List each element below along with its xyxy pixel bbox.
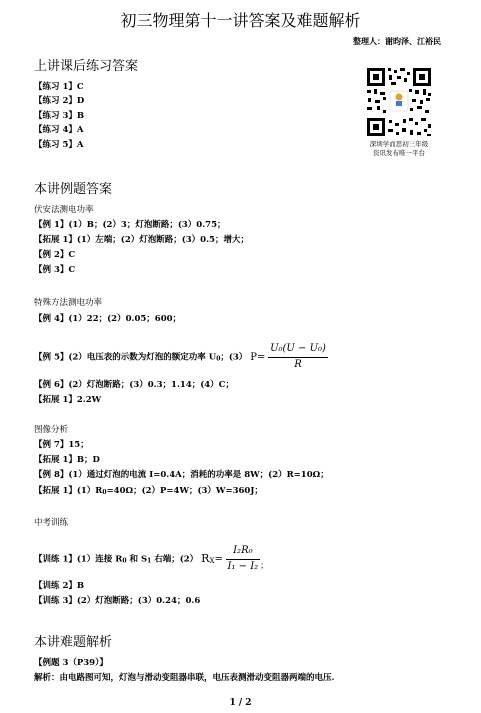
subscript: 0 [102, 489, 107, 496]
example-answer: 【例 2】C [34, 250, 76, 260]
analysis-paragraph [34, 671, 334, 686]
example-answer: 【拓展 1】B；D [34, 455, 100, 465]
formula-fraction [226, 544, 261, 574]
example-answer: 【例 4】(1）22；(2）0.05；600； [34, 314, 182, 324]
section-heading-difficult-problems: 本讲难题解析 [34, 635, 113, 650]
formula-tail: ； [260, 560, 269, 570]
subscript: 0 [122, 557, 127, 565]
training-1-answer [34, 544, 268, 574]
resistance-formula [201, 545, 269, 572]
training-answer: 【训练 2】B [34, 581, 85, 591]
formula-equals: = [214, 553, 223, 565]
group-title-graph-analysis: 图像分析 [34, 425, 69, 435]
group-title-voltammetry: 伏安法测电功率 [34, 205, 94, 215]
practice-answer: 【练习 5】A [34, 140, 84, 150]
formula-lhs: R [201, 551, 210, 565]
qr-caption-line-2: 资讯发布唯一平台 [373, 149, 425, 157]
section-heading-last-lesson: 上讲课后练习答案 [34, 59, 139, 74]
qr-code-image [365, 66, 433, 138]
practice-answer: 【练习 2】D [34, 96, 85, 106]
practice-answer: 【练习 1】C [34, 82, 84, 92]
group-title-special-methods: 特殊方法测电功率 [34, 298, 103, 308]
example-5-text-2: ；(3） [220, 352, 248, 363]
group-title-exam-training: 中考训练 [34, 518, 69, 528]
formula-fraction [268, 342, 328, 372]
example-answer: 【例 8】(1）通过灯泡的电流 I=0.4A；消耗的功率是 8W；(2）R=10Ω； [34, 470, 329, 480]
training-1-text-2: 和 S [126, 554, 148, 565]
example-5-answer [34, 342, 328, 372]
analysis-label: 解析： [34, 673, 60, 683]
example-answer [34, 484, 263, 501]
organizer-line: 整理人：谢昀泽、江裕民 [353, 36, 441, 46]
formula-lhs: P= [250, 351, 266, 363]
page-title: 初三物理第十一讲答案及难题解析 [120, 11, 361, 30]
example-answer: 【例 1】(1）B；(2）3；灯泡断路；(3）0.75； [34, 220, 226, 230]
section-heading-examples: 本讲例题答案 [34, 182, 113, 197]
formula-denominator: R [294, 358, 302, 370]
subscript: 0 [216, 355, 221, 363]
formula-denominator: I₁ − I₂ [227, 560, 259, 572]
example-answer: 【拓展 1】2.2W [34, 395, 102, 405]
page-number: 1 / 2 [229, 698, 252, 708]
qr-caption-line-1: 深圳学而思初三年级 [369, 140, 429, 148]
subscript: X [209, 556, 215, 565]
training-answer: 【训练 3】(2）灯泡断路；(3）0.24；0.6 [34, 596, 201, 606]
formula-numerator: U₀(U − U₀) [268, 342, 328, 358]
example-answer: 【例 6】(2）灯泡断路；(3）0.3；1.14；(4）C； [34, 380, 234, 390]
analysis-text: 由电路图可知，灯泡与滑动变阻器串联，电压表测滑动变阻器两端的电压. [59, 673, 335, 683]
extension-text-2: =40Ω；(2）P=4W；(3）W=360J； [106, 486, 263, 496]
training-1-text: 【训练 1】(1）连接 R [34, 554, 123, 565]
subscript: 1 [147, 557, 152, 565]
extension-text: 【拓展 1】(1）R [34, 486, 103, 496]
practice-answer: 【练习 4】A [34, 125, 84, 135]
example-label: 【例题 3（P39）】 [34, 658, 108, 668]
training-1-text-3: 右端；(2） [151, 554, 199, 565]
formula-numerator: I₂R₀ [226, 544, 261, 560]
example-answer: 【拓展 1】(1）左端；(2）灯泡断路；(3）0.5；增大； [34, 235, 249, 245]
example-answer: 【例 7】15； [34, 440, 89, 450]
example-5-text: 【例 5】(2）电压表的示数为灯泡的额定功率 U [34, 352, 217, 363]
example-answer: 【例 3】C [34, 265, 76, 275]
power-formula [250, 343, 328, 370]
practice-answer: 【练习 3】B [34, 111, 85, 121]
